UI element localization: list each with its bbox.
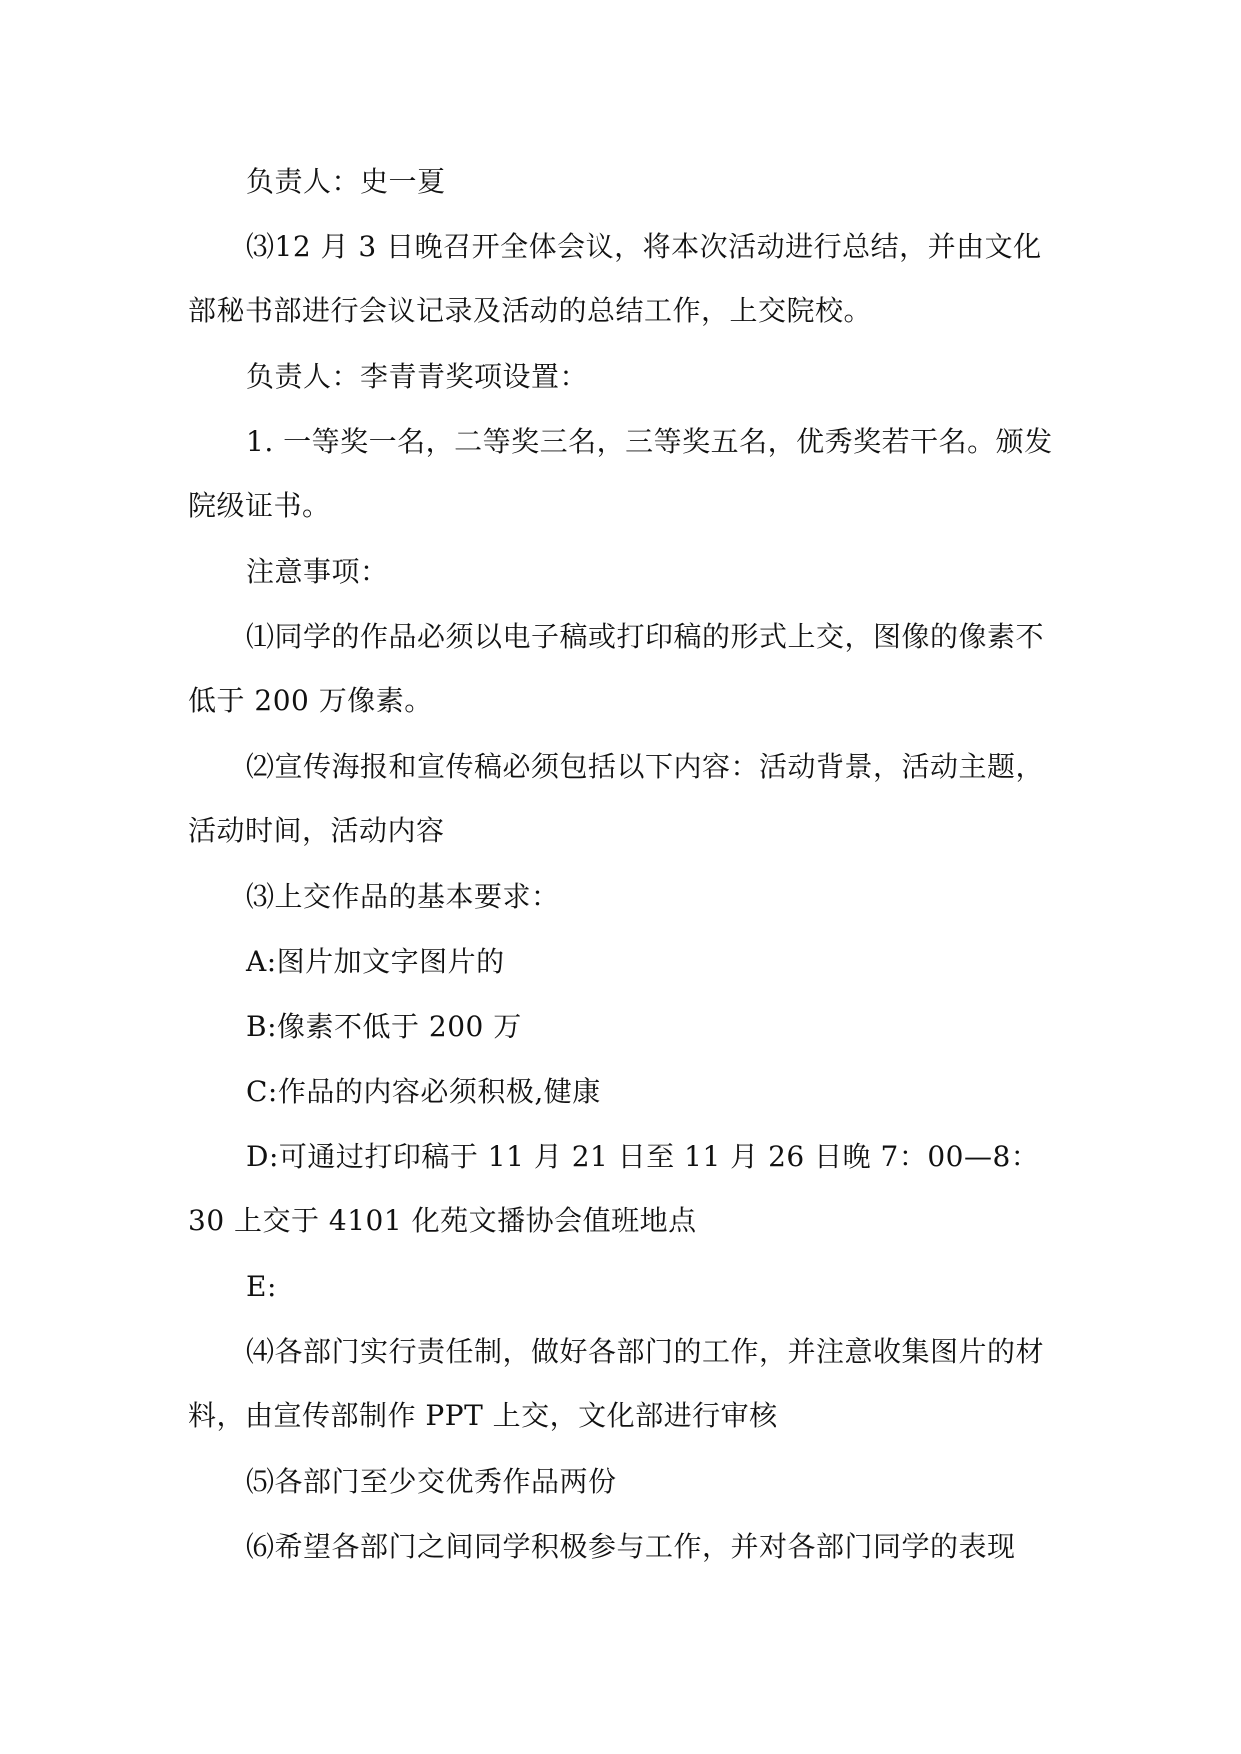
paragraph-requirement-d: D:可通过打印稿于 11 月 21 日至 11 月 26 日晚 7：00—8：30 上交于 4101 化苑文播协会值班地点	[188, 1140, 1040, 1237]
paragraph-requirement-e: E:	[246, 1270, 277, 1303]
paragraph-note-1: ⑴同学的作品必须以电子稿或打印稿的形式上交，图像的像素不低于 200 万像素。	[188, 620, 1045, 717]
paragraph-note-3: ⑶上交作品的基本要求：	[246, 880, 560, 913]
paragraph-requirement-a: A:图片加文字图片的	[246, 945, 505, 978]
paragraph-item-3-meeting: ⑶12 月 3 日晚召开全体会议，将本次活动进行总结，并由文化部秘书部进行会议记录及活动的总结工作，上交院校。	[188, 230, 1042, 327]
paragraph-note-5: ⑸各部门至少交优秀作品两份	[246, 1465, 617, 1498]
paragraph-requirement-c: C:作品的内容必须积极,健康	[246, 1075, 601, 1108]
paragraph-note-4: ⑷各部门实行责任制，做好各部门的工作，并注意收集图片的材料，由宣传部制作 PPT 上交，文化部进行审核	[188, 1335, 1045, 1432]
paragraph-note-2: ⑵宣传海报和宣传稿必须包括以下内容：活动背景，活动主题，活动时间，活动内容	[188, 750, 1045, 847]
paragraph-note-6: ⑹希望各部门之间同学积极参与工作，并对各部门同学的表现	[246, 1530, 1016, 1563]
paragraph-notes-heading: 注意事项：	[246, 555, 389, 588]
paragraph-requirement-b: B:像素不低于 200 万	[246, 1010, 522, 1043]
paragraph-award-settings: 1. 一等奖一名，二等奖三名，三等奖五名，优秀奖若干名。颁发院级证书。	[188, 425, 1053, 522]
paragraph-responsible-person-1: 负责人：史一夏	[246, 165, 446, 198]
paragraph-responsible-person-2: 负责人：李青青奖项设置：	[246, 360, 589, 393]
